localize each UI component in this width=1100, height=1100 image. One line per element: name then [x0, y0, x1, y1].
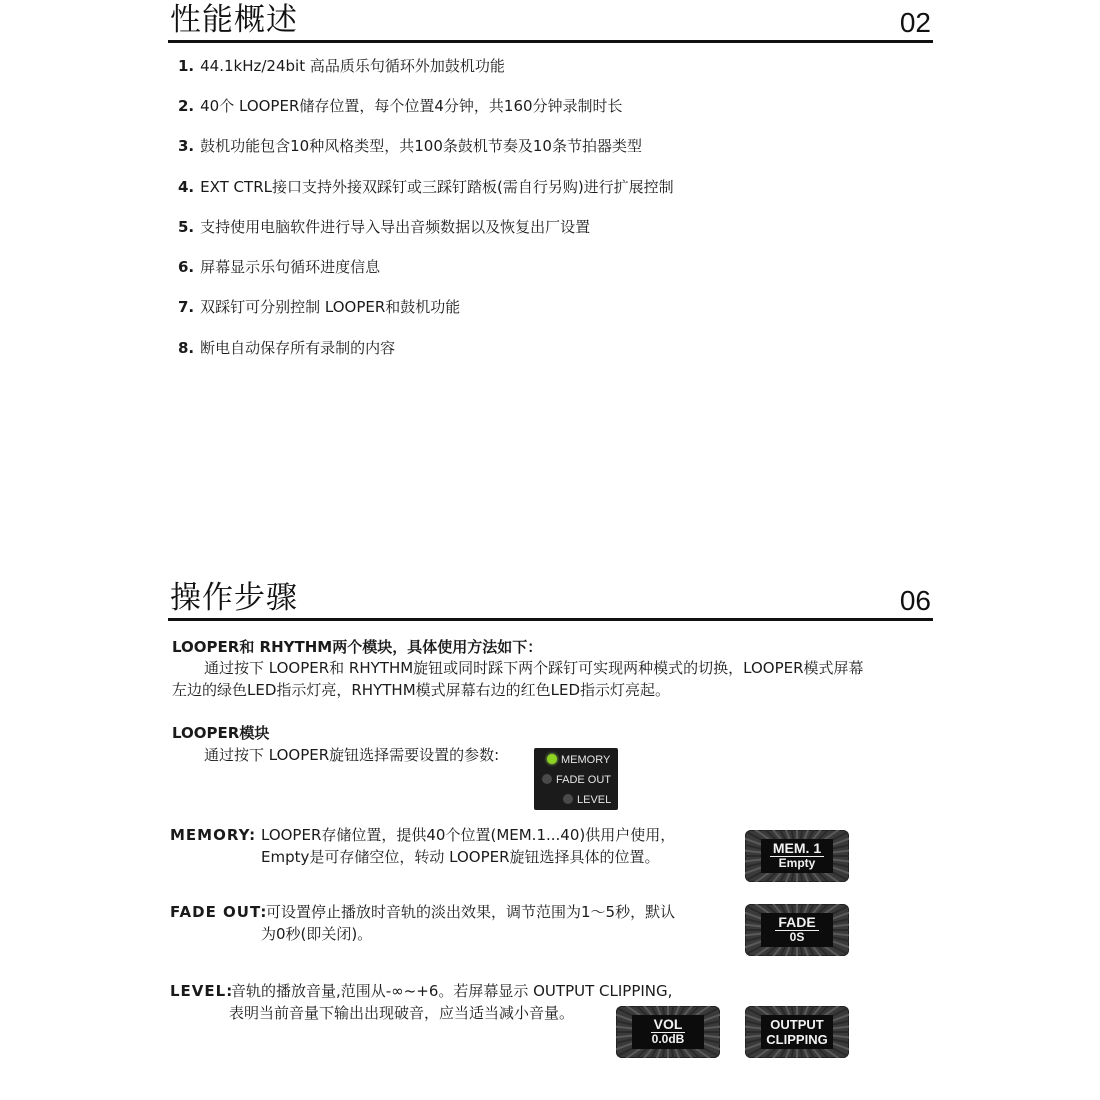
led-active-icon [547, 754, 557, 764]
display-line2: 0S [789, 930, 805, 944]
feature-text: 断电自动保存所有录制的内容 [200, 339, 396, 357]
feature-text: 屏幕显示乐句循环进度信息 [200, 258, 381, 276]
features-title: 性能概述 [170, 2, 298, 38]
feature-text: 双踩钉可分别控制 LOOPER和鼓机功能 [200, 298, 461, 316]
volume-display [616, 1006, 720, 1058]
features-header [168, 0, 933, 43]
display-screen [632, 1015, 704, 1049]
feature-item [178, 257, 380, 277]
feature-item [178, 297, 460, 317]
level-description-line1: 音轨的播放音量,范围从-∞~+6。若屏幕显示 OUTPUT CLIPPING, [231, 982, 673, 1000]
fade-out-description-line2: 为0秒(即关闭)。 [261, 925, 373, 943]
display-line2: Empty [778, 856, 816, 870]
level-description-line2: 表明当前音量下输出出现破音，应当适当减小音量。 [229, 1004, 575, 1022]
feature-number: 2. [178, 97, 195, 115]
feature-number: 5. [178, 218, 195, 236]
mode-memory-label: MEMORY [561, 754, 611, 766]
display-line2: CLIPPING [766, 1032, 828, 1047]
fade-out-description-line1: 可设置停止播放时音轨的淡出效果，调节范围为1～5秒，默认 [266, 903, 676, 921]
display-line2: 0.0dB [651, 1032, 685, 1046]
feature-item [178, 177, 674, 197]
feature-number: 3. [178, 137, 195, 155]
feature-text: 40个 LOOPER储存位置，每个位置4分钟，共160分钟录制时长 [200, 97, 623, 115]
mode-memory [547, 753, 610, 767]
mode-fade-out-label: FADE OUT [556, 774, 612, 786]
led-inactive-icon [542, 774, 552, 784]
display-line1: OUTPUT [770, 1017, 824, 1032]
looper-heading: LOOPER模块 [172, 724, 270, 742]
operation-page-number: 06 [899, 585, 931, 616]
feature-text: 44.1kHz/24bit 高品质乐句循环外加鼓机功能 [200, 57, 505, 75]
memory-description-line1: LOOPER存储位置，提供40个位置(MEM.1...40)供用户使用， [261, 826, 676, 844]
display-screen [761, 913, 833, 947]
looper-instruction: 通过按下 LOOPER旋钮选择需要设置的参数: [204, 746, 500, 764]
feature-item [178, 136, 642, 156]
feature-number: 7. [178, 298, 195, 316]
clipping-display [745, 1006, 849, 1058]
mode-level [563, 793, 611, 807]
feature-item [178, 56, 505, 76]
memory-description-line2: Empty是可存储空位，转动 LOOPER旋钮选择具体的位置。 [261, 848, 660, 866]
fade-display [745, 904, 849, 956]
memory-display [745, 830, 849, 882]
display-line1: FADE [761, 914, 833, 930]
feature-item [178, 96, 623, 116]
led-inactive-icon [563, 794, 573, 804]
level-term: LEVEL: [170, 982, 234, 1000]
fade-out-term: FADE OUT: [170, 903, 268, 921]
features-page-number: 02 [899, 7, 931, 38]
mode-indicator-panel [534, 748, 618, 810]
intro-paragraph-line1: 通过按下 LOOPER和 RHYTHM旋钮或同时踩下两个踩钉可实现两种模式的切换，LOOPER模式屏幕 [204, 659, 864, 677]
mode-level-label: LEVEL [577, 794, 612, 806]
feature-number: 6. [178, 258, 195, 276]
display-screen [761, 1015, 833, 1049]
memory-term: MEMORY: [170, 826, 257, 844]
intro-paragraph-line2: 左边的绿色LED指示灯亮，RHYTHM模式屏幕右边的红色LED指示灯亮起。 [172, 681, 671, 699]
operation-header [168, 578, 933, 621]
feature-number: 1. [178, 57, 195, 75]
display-screen [761, 839, 833, 873]
feature-text: EXT CTRL接口支持外接双踩钉或三踩钉踏板(需自行另购)进行扩展控制 [200, 178, 674, 196]
feature-number: 8. [178, 339, 195, 357]
feature-number: 4. [178, 178, 195, 196]
display-line1: VOL [632, 1016, 704, 1032]
mode-fade-out [542, 773, 611, 787]
intro-heading: LOOPER和 RHYTHM两个模块，具体使用方法如下： [172, 638, 543, 656]
operation-title: 操作步骤 [170, 580, 298, 616]
feature-item [178, 217, 590, 237]
feature-text: 鼓机功能包含10种风格类型，共100条鼓机节奏及10条节拍器类型 [200, 137, 642, 155]
feature-item [178, 338, 395, 358]
feature-text: 支持使用电脑软件进行导入导出音频数据以及恢复出厂设置 [200, 218, 591, 236]
display-line1: MEM. 1 [761, 840, 833, 856]
